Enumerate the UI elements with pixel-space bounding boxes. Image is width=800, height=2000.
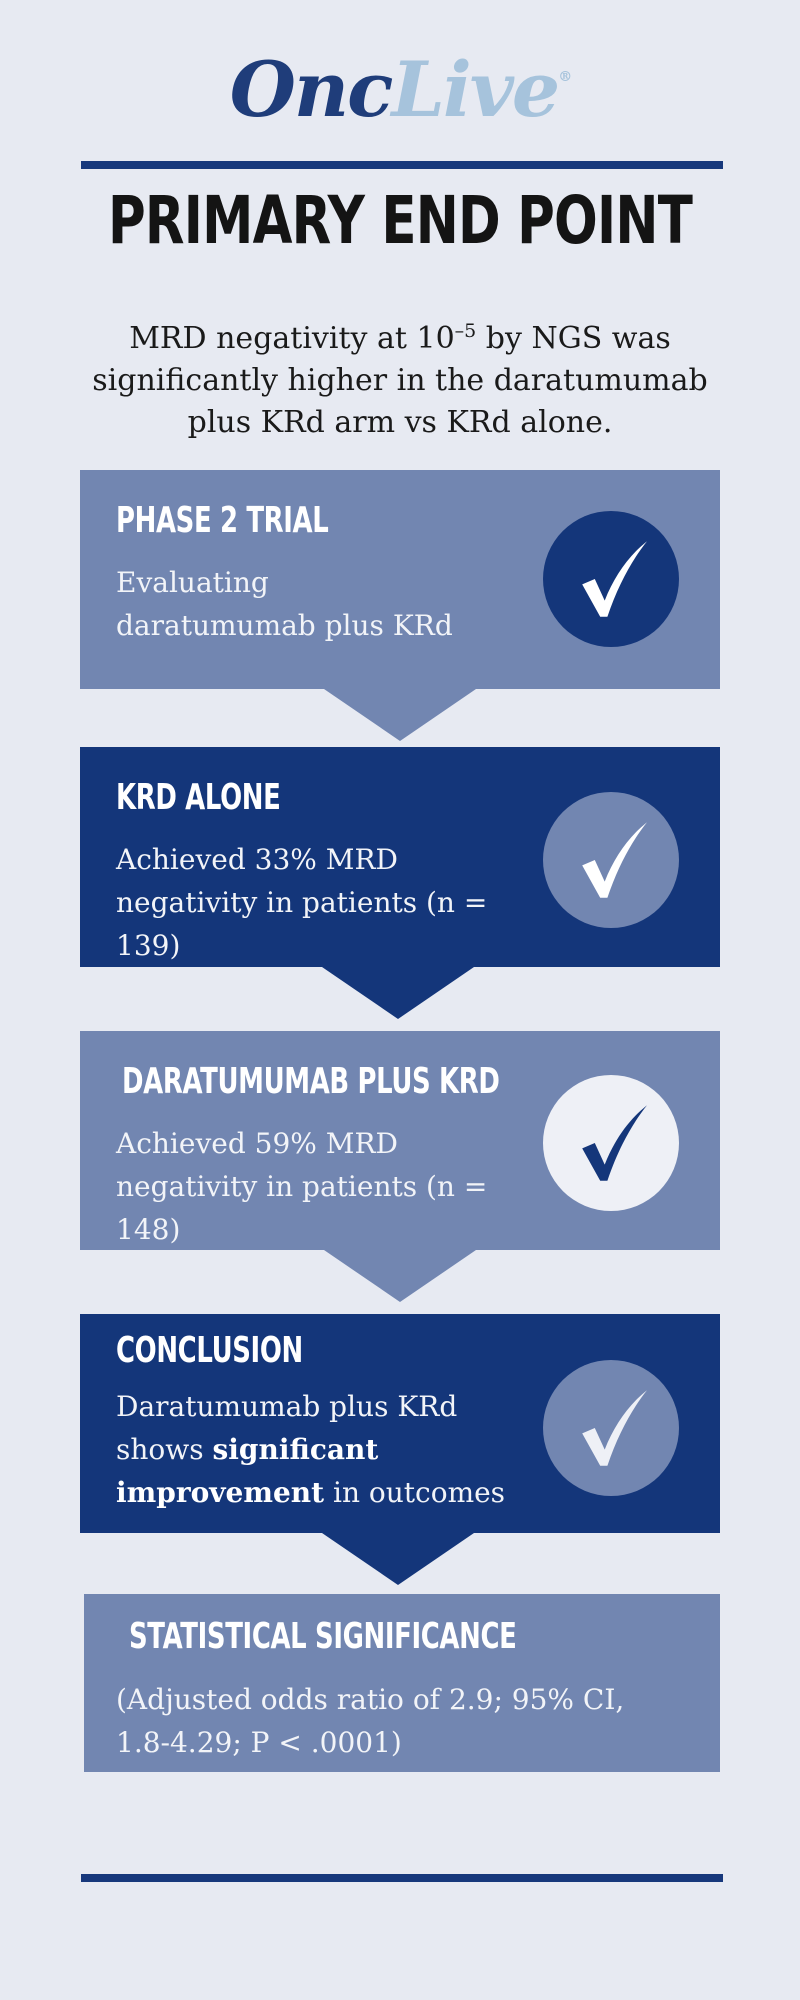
card-phase-2-trial [80,470,720,689]
arrow-connector [324,689,476,741]
intro-part-2: by NGS was significantly higher in the daratumumab plus KRd arm vs KRd alone. [92,321,708,440]
card-body: (Adjusted odds ratio of 2.9; 95% CI, 1.8-4.29; P < .0001) [116,1683,625,1759]
check-circle [543,1075,679,1211]
check-icon [566,815,656,905]
card-title: KRD ALONE [116,777,281,818]
check-icon [566,534,656,624]
top-divider [81,161,723,169]
check-circle [543,511,679,647]
card-body [116,1385,506,1514]
check-icon [566,1383,656,1473]
page-title: PRIMARY END POINT [107,182,693,259]
card-title: STATISTICAL SIGNIFICANCE [129,1616,517,1657]
arrow-connector [322,967,474,1019]
logo-registered-mark: ® [558,69,571,85]
body-text: in outcomes [324,1476,506,1509]
card-body: Evaluating daratumumab plus KRd [116,566,453,642]
card-statistical-significance [84,1594,720,1772]
card-title: DARATUMUMAB PLUS KRD [122,1061,500,1102]
card-daratumumab-plus-krd [80,1031,720,1250]
logo-live: Live [391,45,559,134]
check-circle [543,792,679,928]
check-circle [543,1360,679,1496]
onclive-logo [0,45,800,134]
intro-exponent: –5 [454,320,477,342]
arrow-connector [324,1250,476,1302]
logo-onc: Onc [229,45,392,134]
bottom-divider [81,1874,723,1882]
body-emphasis: significant improvement [116,1433,379,1509]
card-title: PHASE 2 TRIAL [116,500,329,541]
body-text: Daratumumab plus KRd shows [116,1390,458,1466]
check-icon [566,1098,656,1188]
card-body: Achieved 59% MRD negativity in patients (n = 148) [116,1127,488,1246]
intro-part-1: MRD negativity at 10 [129,321,455,356]
card-conclusion [80,1314,720,1533]
intro-text [70,310,730,444]
arrow-connector [322,1533,474,1585]
card-body: Achieved 33% MRD negativity in patients (n = 139) [116,843,488,962]
card-title: CONCLUSION [116,1330,303,1371]
card-krd-alone [80,747,720,967]
